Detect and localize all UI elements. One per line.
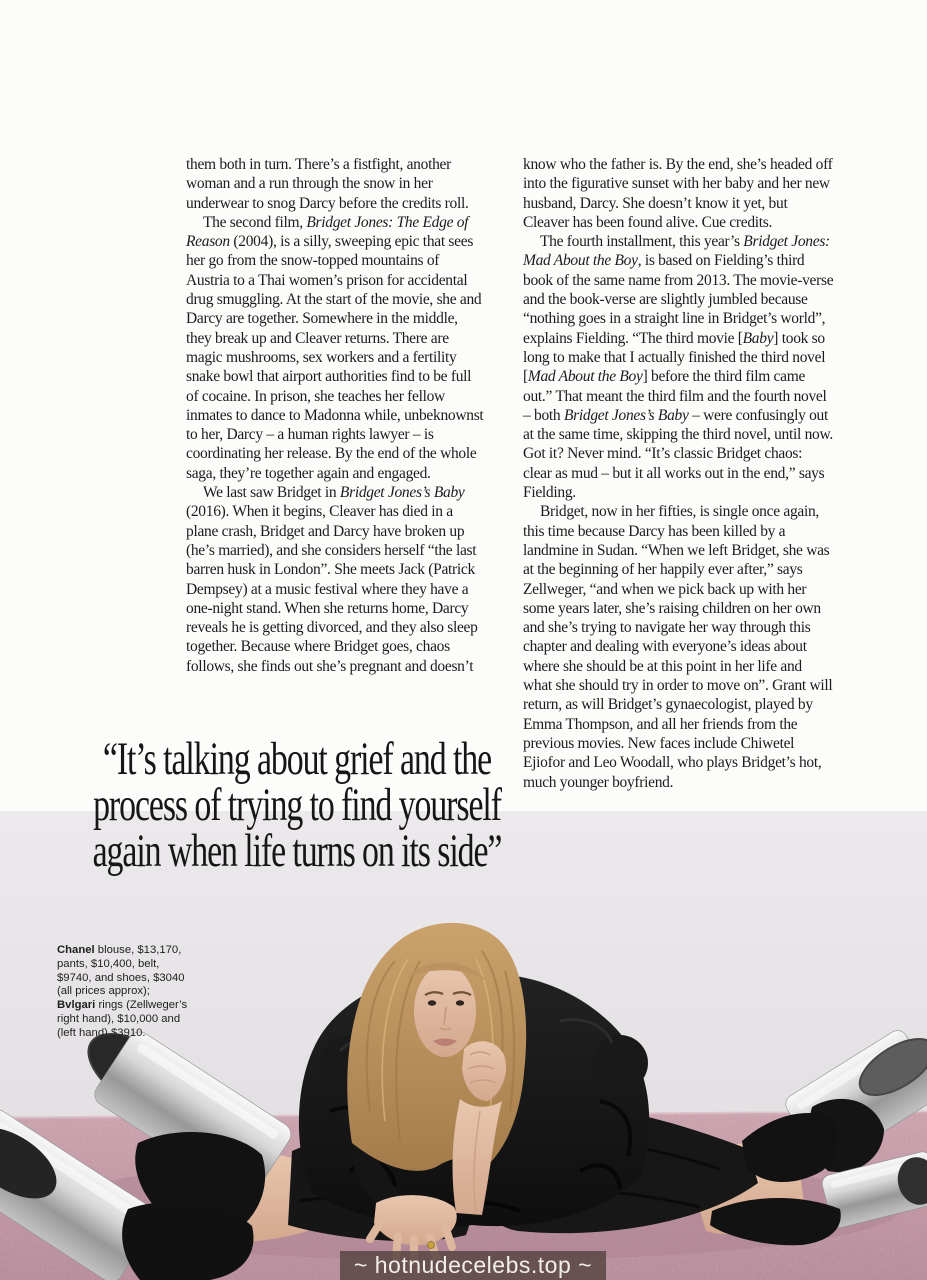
paragraph: [186, 155, 485, 213]
text-segment: Bridget Jones: Mad About the Boy: [523, 233, 830, 270]
pull-quote-line: “It’s talking about grief and the: [102, 733, 492, 785]
paragraph: [523, 502, 834, 791]
text-segment: Bridget Jones’s Baby: [563, 406, 689, 424]
text-segment: know who the father is. By the end, she’s headed off into the figurative sunset with her baby and her new husband, Darcy. She doesn’t know it yet, but Cleaver has been found alive. Cue credits.: [523, 156, 833, 231]
text-segment: them both in turn. There’s a fistfight, another woman and a run through the snow in her underwear to snog Darcy before the credits roll.: [186, 156, 469, 212]
paragraph: [523, 232, 834, 502]
pull-quote: [83, 733, 511, 877]
photo-splits-on-pink-carpet: [0, 811, 927, 1280]
text-segment: – were confusingly out at the same time, skipping the third novel, until now. Got it? Never mind. “It’s classic Bridget chaos: clear as mud – but it all works out in the end,” says Fielding.: [523, 406, 833, 502]
text-segment: Baby: [742, 329, 774, 347]
text-segment: Bvlgari: [57, 999, 96, 1012]
text-segment: , is based on Fielding’s third book of the same name from 2013. The movie-verse and the book-verse are slightly jumbled because “nothing goes in a straight line in Bridget’s world”, explains Fielding. “The third movie [: [523, 252, 834, 347]
paragraph: [523, 155, 834, 232]
article-column-right: [523, 155, 834, 792]
text-segment: (2016). When it begins, Cleaver has died in a plane crash, Bridget and Darcy have broken up (he’s married), and she considers herself “the last barren husk in London”. She meets Jack (Patrick Dempsey) at a music festival where they have a one-night stand. When she returns home, Darcy reveals he is getting divorced, and they also sleep together. Because where Bridget goes, chaos follows, she finds out she’s pregnant and doesn’t: [186, 503, 478, 675]
text-segment: Mad About the Boy: [527, 368, 643, 386]
paragraph: [186, 483, 485, 676]
pull-quote-line: again when life turns on its side”: [92, 825, 502, 877]
paragraph: [186, 213, 485, 483]
text-segment: Bridget Jones’s Baby: [339, 484, 465, 502]
watermark-banner: ~ hotnudecelebs.top ~: [340, 1251, 606, 1280]
text-segment: We last saw Bridget in: [203, 484, 340, 502]
text-segment: ] before the third film came out.” That meant the third film and the fourth novel – both: [523, 368, 827, 424]
text-segment: The second film,: [203, 213, 307, 231]
photo-credit-caption: [57, 944, 189, 1041]
text-segment: ] took so long to make that I actually finished the third novel [: [523, 329, 826, 386]
text-segment: The fourth installment, this year’s: [540, 233, 744, 251]
text-segment: rings (Zellweger’s right hand), $10,000 and (left hand) $3910.: [57, 999, 188, 1039]
text-segment: Chanel: [57, 944, 95, 956]
article-column-left: [186, 155, 485, 676]
pull-quote-line: process of trying to find yourself: [93, 779, 501, 831]
text-segment: blouse, $13,170, pants, $10,400, belt, $9740, and shoes, $3040 (all prices approx);: [57, 944, 185, 998]
text-segment: Bridget Jones: The Edge of Reason: [186, 213, 469, 251]
text-segment: (2004), is a silly, sweeping epic that sees her go from the snow-topped mountains of Austria to a Thai women’s prison for accidental drug smuggling. At the start of the movie, she and Darcy are together. Somewhere in the middle, they break up and Cleaver returns. There are magic mushrooms, sex workers and a fertility snake bowl that airport authorities find to be full of cocaine. In prison, she teaches her fellow inmates to dance to Madonna while, unbeknownst to her, Darcy – a human rights lawyer – is coordinating her release. By the end of the whole saga, they’re together again and engaged.: [186, 233, 484, 482]
text-segment: Bridget, now in her fifties, is single once again, this time because Darcy has been killed by a landmine in Sudan. “When we left Bridget, she was at the beginning of her happily ever after,” says Zellweger, “and when we pick back up with her some years later, she’s raising children on her own and she’s trying to navigate her way through this chapter and dealing with everyone’s ideas about where she should be at this point in her life and what she should try in order to move on”. Grant will return, as will Bridget’s gynaecologist, played by Emma Thompson, and all her friends from the previous movies. New faces include Chiwetel Ejiofor and Leo Woodall, who plays Bridget’s hot, much younger boyfriend.: [523, 503, 833, 791]
